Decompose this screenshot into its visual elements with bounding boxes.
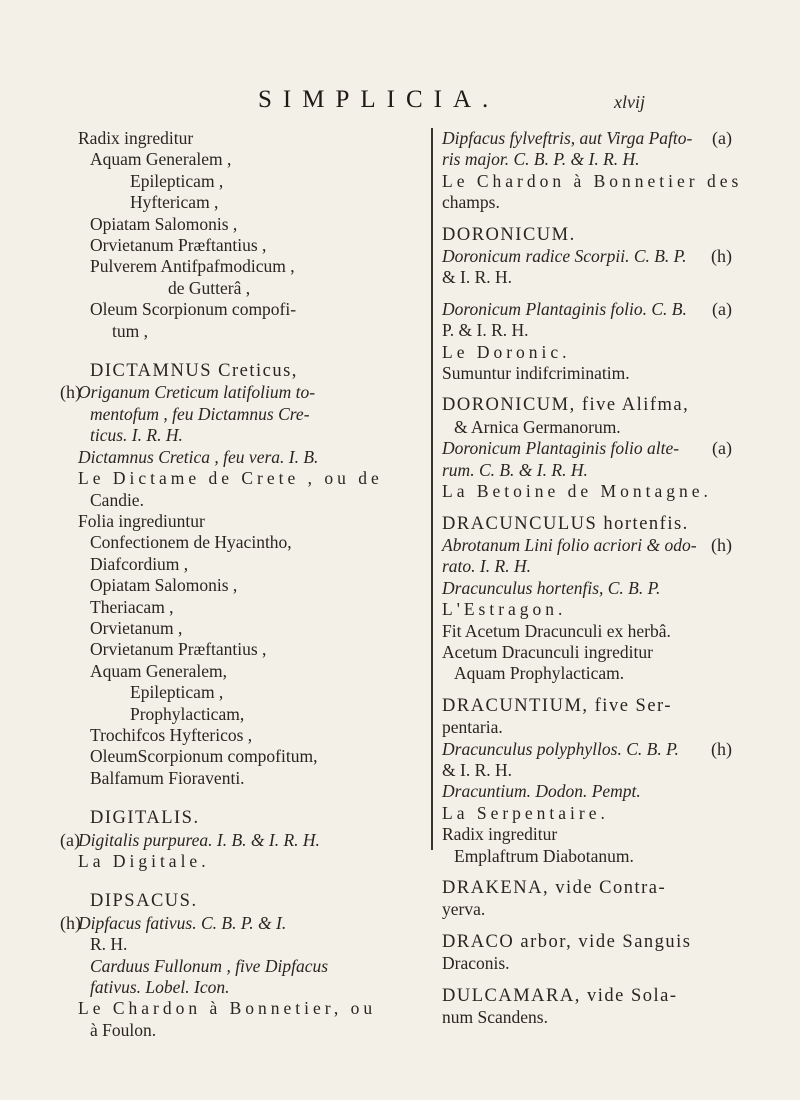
text-span: & I. R. H. [442,267,512,288]
text-line [78,554,363,575]
text-span: Sumuntur indifcriminatim. [442,363,630,384]
entry-heading: DRAKENA, vide Contra- [442,878,667,898]
text-line [442,170,743,192]
text-line [442,803,732,824]
french-name: La Digitale. [78,851,210,871]
text-line [442,877,732,899]
text-line [78,934,363,955]
french-name: Le Chardon à Bonnetier, ou [78,998,377,1019]
text-line [78,725,363,746]
text-line [442,394,732,416]
entry-heading: DORONICUM. [442,224,576,245]
text-span: Opiatam Salomonis , [90,213,238,234]
entry-heading: DORONICUM, five Alifma, [442,395,690,416]
text-span: Aquam Generalem, [90,660,228,681]
text-span: ticus. I. R. H. [90,425,183,446]
text-span: de Gutterâ , [168,277,251,298]
source-marker: (a) [60,829,80,850]
entry-heading: DRACUNCULUS hortenfis. [442,513,689,534]
text-line [78,214,363,235]
text-line [442,556,732,577]
text-line [60,829,363,851]
text-line [442,149,732,170]
text-span: Dracunculus hortenfis, C. B. P. [442,577,661,598]
french-name: L'Estragon. [442,599,567,620]
text-line [78,682,363,703]
text-span: Carduus Fullonum , five Dipfacus [90,955,329,976]
text-line [442,846,732,867]
text-span: Folia ingrediuntur [78,510,205,531]
text-span: Aquam Generalem , [90,149,232,170]
text-line [78,360,363,382]
text-span: Fit Acetum Dracunculi ex herbâ. [442,620,671,641]
text-span: fativus. Lobel. Icon. [90,977,230,998]
text-line [442,760,732,781]
source-marker: (a) [712,128,732,148]
text-line [78,597,363,618]
text-line [78,149,363,170]
text-line [78,956,363,977]
text-line [442,599,732,620]
text-line [442,621,732,642]
text-line [442,513,732,535]
text-span: Opiatam Salomonis , [90,575,238,596]
text-span: & Arnica Germanorum. [454,416,621,437]
text-line [442,224,732,246]
paragraph-gap [78,789,363,807]
text-line [78,890,363,912]
text-line [442,717,732,738]
source-marker: (h) [60,912,81,933]
text-span: Confectionem de Hyacintho, [90,532,292,553]
text-line [78,998,377,1019]
text-line [78,468,383,489]
text-line [442,535,732,556]
text-span: Candie. [90,489,144,510]
text-line [442,267,732,288]
text-span: OleumScorpionum compofitum, [90,746,318,767]
text-span: Oleum Scorpionum compofi- [90,299,297,320]
text-line [78,661,363,682]
entry-heading: DICTAMNUS Creticus, [90,361,298,382]
paragraph-gap [442,685,732,695]
text-line [442,824,732,845]
text-line [78,404,363,425]
text-span: R. H. [90,934,128,955]
text-span: Balfamum Fioraventi. [90,767,245,788]
text-line [78,447,363,468]
text-line [78,128,363,149]
text-line [78,425,363,446]
text-line [78,171,363,192]
french-name: La Betoine de Montagne. [442,481,712,502]
running-title: SIMPLICIA. [258,86,500,113]
text-span: Dipfacus fativus. C. B. P. & I. [78,912,287,933]
text-line [442,246,732,267]
text-span: Epilepticam , [130,170,224,191]
text-span: Doronicum radice Scorpii. C. B. P. [442,246,687,267]
text-span: rum. C. B. & I. R. H. [442,459,588,480]
text-span: Abrotanum Lini folio acriori & odo- [442,534,697,555]
text-line [78,256,363,277]
text-span: champs. [442,192,500,213]
page-number: xlvij [614,92,645,112]
text-span: Digitalis purpurea. I. B. & I. R. H. [78,829,320,850]
entry-heading: DULCAMARA, vide Sola- [442,985,678,1006]
text-line [442,299,732,320]
text-span: Doronicum Plantaginis folio alte- [442,438,680,459]
text-line [442,663,732,684]
text-span: Trochifcos Hyftericos , [90,724,253,745]
text-span: num Scandens. [442,1007,548,1028]
text-span: tum , [112,320,148,341]
text-span: pentaria. [442,717,503,738]
text-line [78,851,363,872]
source-marker: (h) [60,382,81,403]
text-line [442,781,732,802]
text-line [442,739,732,760]
text-line [78,192,363,213]
text-line [442,342,732,363]
text-line [78,575,363,596]
text-line [60,912,363,934]
text-line [442,931,732,953]
text-span: Hyftericam , [130,192,219,213]
source-marker: (a) [712,298,732,319]
text-line [60,382,363,403]
text-line [78,768,363,789]
text-span: Diafcordium , [90,553,189,574]
text-line [442,192,732,213]
paragraph-gap [78,872,363,890]
text-line [78,704,363,725]
text-span: mentofum , feu Dictamnus Cre- [90,403,310,424]
text-span: Origanum Creticum latifolium to- [78,382,316,403]
paragraph-gap [442,384,732,394]
entry-heading: DRACO arbor, vide Sanguis [442,931,692,952]
source-marker: (h) [711,246,732,267]
column-divider [431,128,433,850]
source-marker: (h) [711,534,732,555]
text-span: Theriacam , [90,596,174,617]
text-span: Doronicum Plantaginis folio. C. B. [442,298,687,319]
french-name: La Serpentaire. [442,802,609,823]
text-line [442,642,732,663]
text-line [442,128,732,149]
entry-heading: DIGITALIS. [90,808,200,829]
text-line [442,695,732,717]
text-line [78,511,363,532]
text-span: rato. I. R. H. [442,556,531,577]
text-line [78,977,363,998]
source-marker: (h) [711,738,732,759]
text-line [78,746,363,767]
text-line [442,460,732,481]
text-span: Dracuntium. Dodon. Pempt. [442,781,641,802]
text-line [78,299,363,320]
text-line [78,1020,363,1041]
paragraph-gap [442,289,732,299]
paragraph-gap [78,342,363,360]
text-span: Dracunculus polyphyllos. C. B. P. [442,738,679,759]
text-line [442,1007,732,1028]
text-span: Acetum Dracunculi ingreditur [442,641,653,662]
text-line [442,953,732,974]
text-span: ris major. C. B. P. & I. R. H. [442,149,640,170]
text-line [442,985,732,1007]
text-line [78,235,363,256]
text-span: Orvietanum Præftantius , [90,639,267,660]
right-column [442,128,743,1028]
text-span: Draconis. [442,953,510,974]
text-span: & I. R. H. [442,759,512,780]
paragraph-gap [442,867,732,877]
left-column [60,128,383,1041]
text-span: Emplaftrum Diabotanum. [454,845,634,866]
text-span: Dictamnus Cretica , feu vera. I. B. [78,446,319,467]
text-line [442,363,732,384]
entry-heading: DIPSACUS. [90,891,198,912]
text-line [442,438,732,459]
text-line [78,618,363,639]
text-span: Orvietanum Præftantius , [90,235,267,256]
text-line [78,532,363,553]
text-line [78,321,363,342]
text-span: Pulverem Antifpafmodicum , [90,256,295,277]
text-span: yerva. [442,899,486,920]
text-span: à Foulon. [90,1019,157,1040]
french-name: Le Dictame de Crete , ou de [78,468,383,489]
text-line [78,278,363,299]
text-line [78,807,363,829]
text-span: Radix ingreditur [442,824,558,845]
text-line [442,578,732,599]
text-span: Aquam Prophylacticam. [454,663,625,684]
paragraph-gap [442,975,732,985]
text-span: Prophylacticam, [130,703,245,724]
paragraph-gap [442,214,732,224]
entry-heading: DRACUNTIUM, five Ser- [442,695,672,716]
paragraph-gap [442,503,732,513]
text-span: P. & I. R. H. [442,320,529,341]
text-line [442,899,732,920]
text-line [442,320,732,341]
page-header [0,86,800,120]
text-span: Dipfacus fylveftris, aut Virga Pafto- [442,128,693,148]
text-span: Epilepticam , [130,682,224,703]
text-span: Radix ingreditur [78,128,194,148]
paragraph-gap [442,921,732,931]
text-span: Orvietanum , [90,617,183,638]
text-line [442,481,732,502]
text-line [78,490,363,511]
french-name: Le Chardon à Bonnetier des [442,170,743,191]
french-name: Le Doronic. [442,341,571,362]
text-line [442,417,732,438]
source-marker: (a) [712,438,732,459]
text-line [78,639,363,660]
